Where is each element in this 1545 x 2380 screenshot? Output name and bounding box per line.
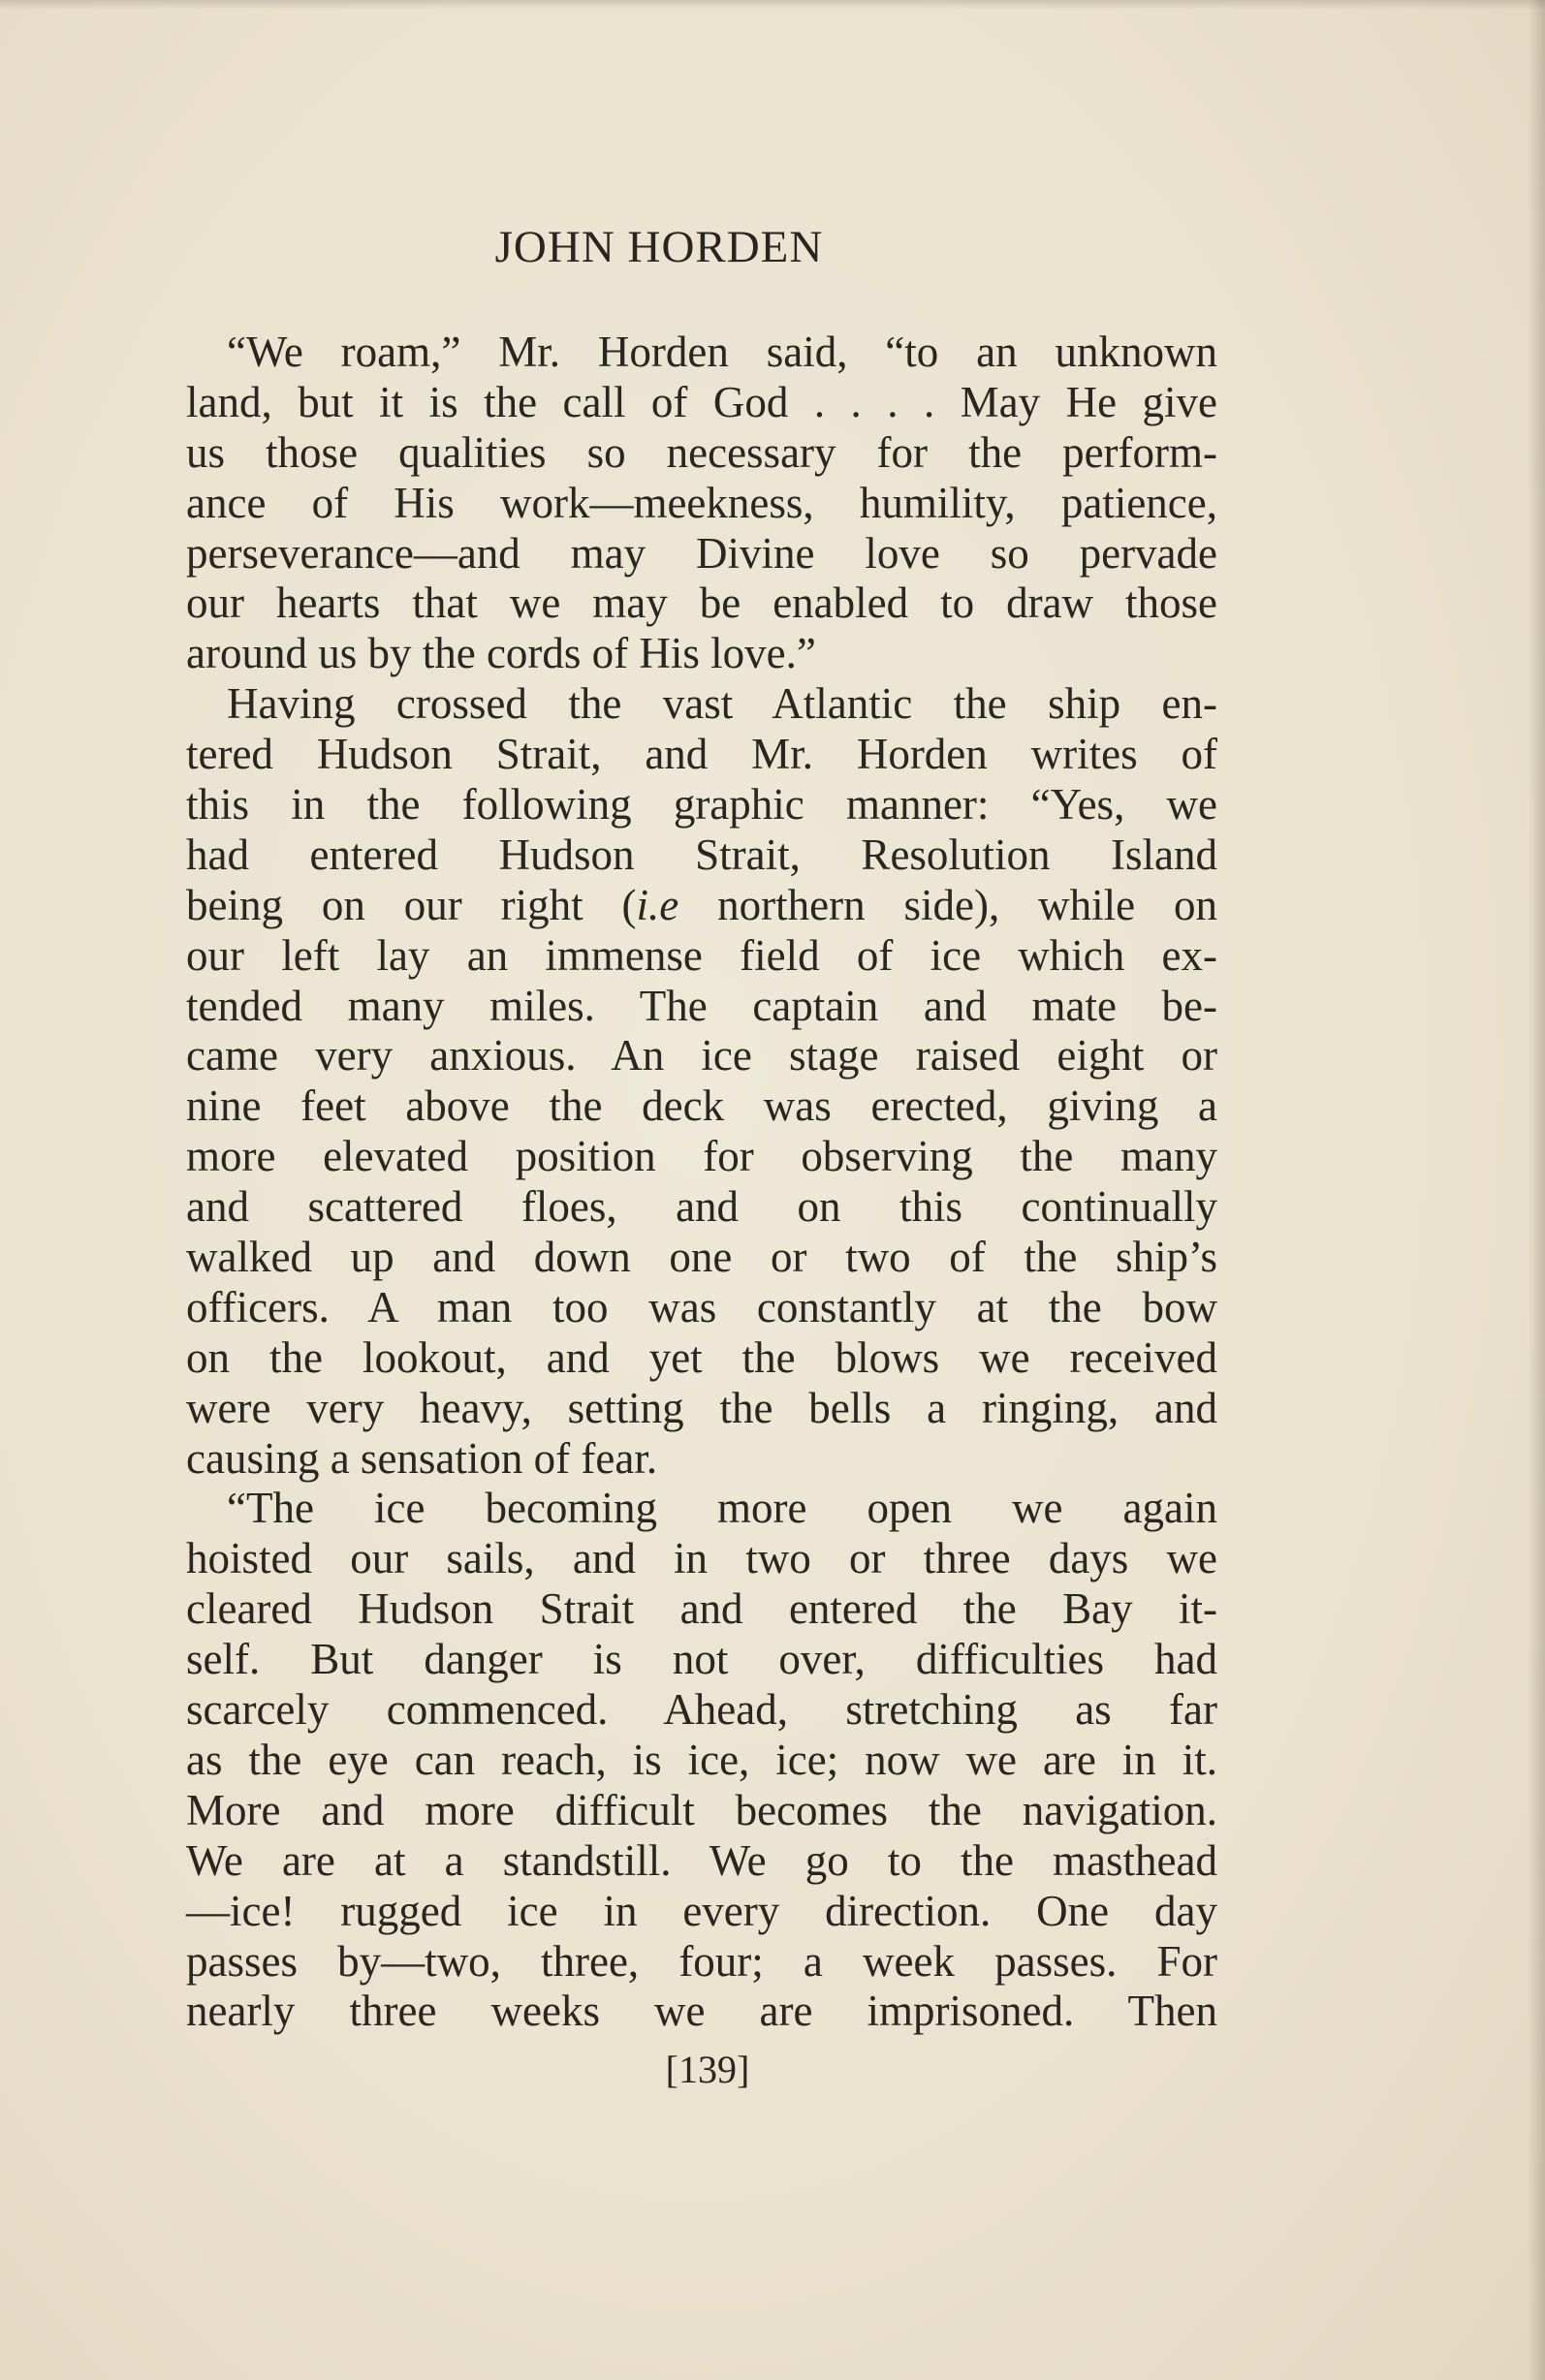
text-line: being on our right (i.e northern side), while on (186, 880, 1217, 929)
text-line: officers. A man too was constantly at the bow (186, 1282, 1217, 1331)
text-line: came very anxious. An ice stage raised eight or (186, 1031, 1217, 1080)
text-line: around us by the cords of His love.” (186, 629, 816, 678)
text-line: tended many miles. The captain and mate be- (186, 981, 1217, 1030)
text-line: self. But danger is not over, difficulties had (186, 1635, 1217, 1684)
text-line: nearly three weeks we are imprisoned. Then (186, 1987, 1217, 2036)
text-line: “We roam,” Mr. Horden said, “to an unknown (227, 328, 1217, 376)
text-line: ance of His work—meekness, humility, patience, (186, 478, 1217, 527)
text-line: hoisted our sails, and in two or three days we (186, 1534, 1217, 1583)
running-head: JOHN HORDEN (494, 222, 824, 272)
text-line: tered Hudson Strait, and Mr. Horden writes of (186, 730, 1217, 779)
text-line: land, but it is the call of God . . . . May He give (186, 377, 1217, 426)
text-line: We are at a standstill. We go to the masthead (186, 1835, 1217, 1885)
page-top-edge (0, 0, 1545, 10)
text-line: —ice! rugged ice in every direction. One day (186, 1886, 1217, 1935)
text-line: our left lay an immense field of ice which ex- (186, 930, 1217, 980)
text-line: nine feet above the deck was erected, giving a (186, 1081, 1217, 1131)
text-line: Having crossed the vast Atlantic the ship en- (227, 679, 1217, 729)
text-line: and scattered floes, and on this continually (186, 1182, 1217, 1232)
page-edge-shadow (1528, 0, 1545, 2380)
text-line: on the lookout, and yet the blows we received (186, 1332, 1217, 1382)
text-line: were very heavy, setting the bells a ringing, and (186, 1383, 1217, 1432)
body-text (186, 328, 1217, 2037)
text-line: scarcely commenced. Ahead, stretching as far (186, 1685, 1217, 1735)
text-line: had entered Hudson Strait, Resolution Island (186, 830, 1217, 879)
text-line: cleared Hudson Strait and entered the Bay it- (186, 1584, 1217, 1634)
text-line: “The ice becoming more open we again (227, 1484, 1217, 1533)
italic-abbreviation: i.e (636, 880, 679, 929)
text-line: us those qualities so necessary for the perform- (186, 427, 1217, 477)
text-line: this in the following graphic manner: “Yes, we (186, 780, 1217, 830)
text-line: more elevated position for observing the many (186, 1132, 1217, 1181)
text-line: perseverance—and may Divine love so pervade (186, 528, 1217, 578)
text-line: More and more difficult becomes the navigation. (186, 1785, 1217, 1834)
text-line: passes by—two, three, four; a week passes. For (186, 1936, 1217, 1986)
text-line: our hearts that we may be enabled to draw those (186, 579, 1217, 628)
page-number: [139] (665, 2048, 750, 2091)
text-line: walked up and down one or two of the ship’s (186, 1233, 1217, 1282)
text-line: causing a sensation of fear. (186, 1433, 658, 1483)
text-line: as the eye can reach, is ice, ice; now we are in it. (186, 1735, 1217, 1784)
